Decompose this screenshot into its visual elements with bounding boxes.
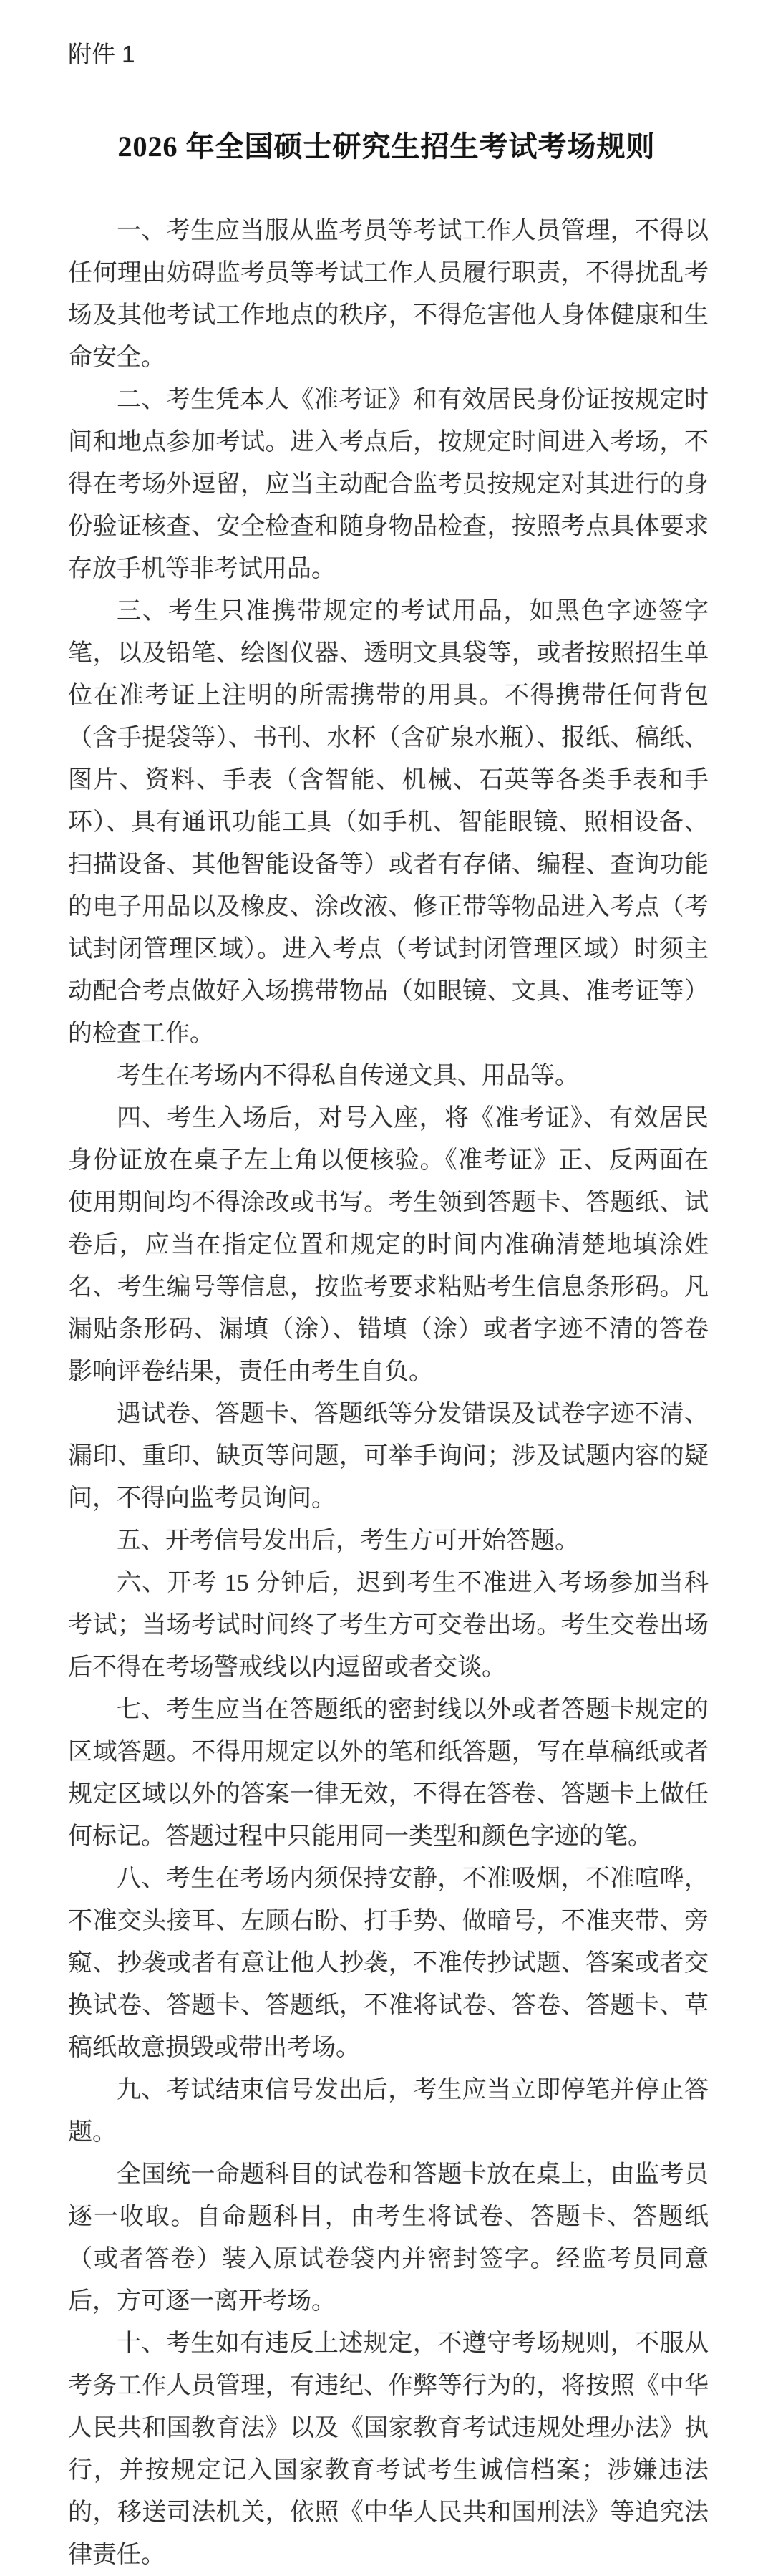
paragraph-rule-3: 三、考生只准携带规定的考试用品，如黑色字迹签字笔，以及铅笔、绘图仪器、透明文具袋等，或者按照招生单位在准考证上注明的所需携带的用具。不得携带任何背包（含手提袋等）、书刊、水杯（含矿泉水瓶）、报纸、稿纸、图片、资料、手表（含智能、机械、石英等各类手表和手环）、具有通讯功能工具（如手机、智能眼镜、照相设备、扫描设备、其他智能设备等）或者有存储、编程、查询功能的电子用品以及橡皮、涂改液、修正带等物品进入考点（考试封闭管理区域）。进入考点（考试封闭管理区域）时须主动配合考点做好入场携带物品（如眼镜、文具、准考证等）的检查工作。 xyxy=(68,598,709,1047)
paragraph-rule-3-note: 考生在考场内不得私自传递文具、用品等。 xyxy=(117,1063,579,1089)
paragraph-rule-8: 八、考生在考场内须保持安静，不准吸烟，不准喧哗，不准交头接耳、左顾右盼、打手势、做暗号，不准夹带、旁窥、抄袭或者有意让他人抄袭，不准传抄试题、答案或者交换试卷、答题卡、答题纸，不准将试卷、答卷、答题卡、草稿纸故意损毁或带出考场。 xyxy=(68,1866,709,2061)
paragraph-rule-1: 一、考生应当服从监考员等考试工作人员管理，不得以任何理由妨碍监考员等考试工作人员履行职责，不得扰乱考场及其他考试工作地点的秩序，不得危害他人身体健康和生命安全。 xyxy=(68,218,709,371)
paragraph-rule-4-note: 遇试卷、答题卡、答题纸等分发错误及试卷字迹不清、漏印、重印、缺页等问题，可举手询问；涉及试题内容的疑问，不得向监考员询问。 xyxy=(68,1401,709,1512)
paragraph-rule-7: 七、考生应当在答题纸的密封线以外或者答题卡规定的区域答题。不得用规定以外的笔和纸答题，写在草稿纸或者规定区域以外的答案一律无效，不得在答卷、答题卡上做任何标记。答题过程中只能用同一类型和颜色字迹的笔。 xyxy=(68,1697,709,1850)
paragraph-rule-5: 五、开考信号发出后，考生方可开始答题。 xyxy=(117,1528,579,1554)
paragraph-rule-9: 九、考试结束信号发出后，考生应当立即停笔并停止答题。 xyxy=(68,2077,709,2146)
paragraph-rule-10: 十、考生如有违反上述规定，不遵守考场规则，不服从考务工作人员管理，有违纪、作弊等行为的，将按照《中华人民共和国教育法》以及《国家教育考试违规处理办法》执行，并按规定记入国家教育考试考生诚信档案；涉嫌违法的，移送司法机关，依照《中华人民共和国刑法》等追究法律责任。 xyxy=(68,2330,709,2568)
paragraph-rule-9-note: 全国统一命题科目的试卷和答题卡放在桌上，由监考员逐一收取。自命题科目，由考生将试卷、答题卡、答题纸（或者答卷）装入原试卷袋内并密封签字。经监考员同意后，方可逐一离开考场。 xyxy=(68,2161,709,2315)
paragraph-rule-2: 二、考生凭本人《准考证》和有效居民身份证按规定时间和地点参加考试。进入考点后，按规定时间进入考场，不得在考场外逗留，应当主动配合监考员按规定对其进行的身份验证核查、安全检查和随身物品检查，按照考点具体要求存放手机等非考试用品。 xyxy=(68,387,709,582)
document-title: 2026 年全国硕士研究生招生考试考场规则 xyxy=(117,130,656,163)
paragraph-rule-4: 四、考生入场后，对号入座，将《准考证》、有效居民身份证放在桌子左上角以便核验。《准考证》正、反两面在使用期间均不得涂改或书写。考生领到答题卡、答题纸、试卷后，应当在指定位置和规定的时间内准确清楚地填涂姓名、考生编号等信息，按监考要求粘贴考生信息条形码。凡漏贴条形码、漏填（涂）、错填（涂）或者字迹不清的答卷影响评卷结果，责任由考生自负。 xyxy=(68,1105,709,1385)
document-body xyxy=(68,210,709,2576)
paragraph-rule-6: 六、开考 15 分钟后，迟到考生不准进入考场参加当科考试；当场考试时间终了考生方可交卷出场。考生交卷出场后不得在考场警戒线以内逗留或者交谈。 xyxy=(68,1570,709,1681)
attachment-label: 附件 1 xyxy=(68,41,135,67)
